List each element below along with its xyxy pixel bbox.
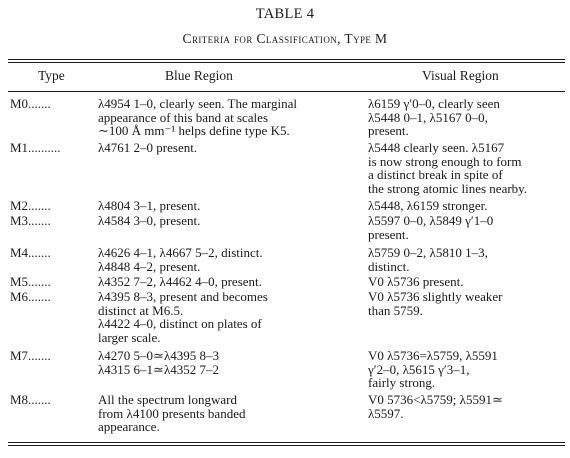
blue-line: λ4804 3–1, present. bbox=[98, 198, 201, 213]
visual-line: λ6159 γ′0–0, clearly seen bbox=[368, 96, 500, 111]
row-blue-region bbox=[98, 214, 356, 228]
row-blue-region bbox=[98, 141, 356, 155]
visual-line: λ5448, λ6159 stronger. bbox=[368, 198, 488, 213]
table-number: TABLE 4 bbox=[255, 6, 315, 22]
row-type: M6....... bbox=[10, 289, 51, 304]
visual-line: λ5759 0–2, λ5810 1–3, bbox=[368, 245, 488, 260]
row-visual-region bbox=[368, 275, 564, 289]
visual-line: γ′2–0, λ5615 γ′3–1, bbox=[368, 361, 470, 377]
header-type: Type bbox=[38, 68, 65, 83]
visual-line: distinct. bbox=[368, 258, 410, 274]
visual-line: present. bbox=[368, 123, 409, 139]
bottom-rule-inner bbox=[8, 445, 565, 446]
row-type: M4....... bbox=[10, 245, 51, 260]
visual-line: λ5448 clearly seen. λ5167 bbox=[368, 140, 505, 155]
visual-line: a distinct break in spite of bbox=[368, 167, 503, 183]
row-blue-region bbox=[98, 349, 356, 376]
top-rule-inner bbox=[8, 62, 565, 63]
row-type: M3....... bbox=[10, 213, 51, 228]
blue-line: All the spectrum longward bbox=[98, 392, 237, 407]
row-blue-region bbox=[98, 393, 356, 434]
visual-line: λ5597. bbox=[368, 405, 404, 421]
blue-line: λ4584 3–0, present. bbox=[98, 213, 201, 228]
visual-line: λ5448 0–1, λ5167 0–0, bbox=[368, 109, 488, 125]
row-visual-region bbox=[368, 214, 564, 241]
visual-line: V0 λ5736 present. bbox=[368, 274, 464, 289]
visual-line: λ5597 0–0, λ5849 γ′1–0 bbox=[368, 213, 494, 228]
row-type: M2....... bbox=[10, 198, 51, 213]
top-rule-outer bbox=[8, 59, 565, 60]
blue-line: ∼100 Å mm⁻¹ helps define type K5. bbox=[98, 123, 290, 139]
row-visual-region bbox=[368, 246, 564, 273]
row-blue-region bbox=[98, 290, 356, 344]
visual-line: V0 5736<λ5759; λ5591≃ bbox=[368, 392, 503, 407]
header-visual-region: Visual Region bbox=[422, 68, 499, 83]
blue-line: appearance. bbox=[98, 419, 160, 435]
row-blue-region bbox=[98, 97, 356, 138]
row-visual-region bbox=[368, 141, 564, 195]
blue-line: λ4315 6–1≃λ4352 7–2 bbox=[98, 361, 219, 377]
visual-line: is now strong enough to form bbox=[368, 153, 522, 169]
blue-line: λ4848 4–2, present. bbox=[98, 258, 201, 274]
row-visual-region bbox=[368, 97, 564, 138]
row-type: M5....... bbox=[10, 274, 51, 289]
row-visual-region bbox=[368, 349, 564, 390]
blue-line: appearance of this band at scales bbox=[98, 109, 269, 125]
blue-line: λ4626 4–1, λ4667 5–2, distinct. bbox=[98, 245, 263, 260]
blue-line: λ4352 7–2, λ4462 4–0, present. bbox=[98, 274, 262, 289]
row-visual-region bbox=[368, 393, 564, 420]
visual-line: V0 λ5736 slightly weaker bbox=[368, 289, 503, 304]
header-rule bbox=[8, 91, 565, 92]
blue-line: from λ4100 presents banded bbox=[98, 405, 246, 421]
visual-line: present. bbox=[368, 226, 409, 242]
bottom-rule-outer bbox=[8, 442, 565, 443]
blue-line: λ4761 2–0 present. bbox=[98, 140, 198, 155]
table-caption: Criteria for Classification, Type M bbox=[182, 31, 388, 46]
row-visual-region bbox=[368, 290, 564, 317]
blue-line: larger scale. bbox=[98, 329, 161, 345]
visual-line: the strong atomic lines nearby. bbox=[368, 180, 528, 196]
header-blue-region: Blue Region bbox=[165, 68, 233, 83]
blue-line: λ4270 5–0≃λ4395 8–3 bbox=[98, 348, 219, 363]
row-visual-region bbox=[368, 199, 564, 213]
blue-line: λ4395 8–3, present and becomes bbox=[98, 289, 268, 304]
row-blue-region bbox=[98, 246, 356, 273]
row-blue-region bbox=[98, 275, 356, 289]
blue-line: λ4954 1–0, clearly seen. The marginal bbox=[98, 96, 297, 111]
row-type: M1.......... bbox=[10, 140, 61, 155]
visual-line: fairly strong. bbox=[368, 375, 436, 391]
blue-line: distinct at M6.5. bbox=[98, 302, 184, 318]
visual-line: V0 λ5736=λ5759, λ5591 bbox=[368, 348, 498, 363]
row-blue-region bbox=[98, 199, 356, 213]
blue-line: λ4422 4–0, distinct on plates of bbox=[98, 316, 262, 332]
visual-line: than 5759. bbox=[368, 302, 423, 318]
row-type: M0....... bbox=[10, 96, 51, 111]
row-type: M8....... bbox=[10, 392, 51, 407]
row-type: M7....... bbox=[10, 348, 51, 363]
